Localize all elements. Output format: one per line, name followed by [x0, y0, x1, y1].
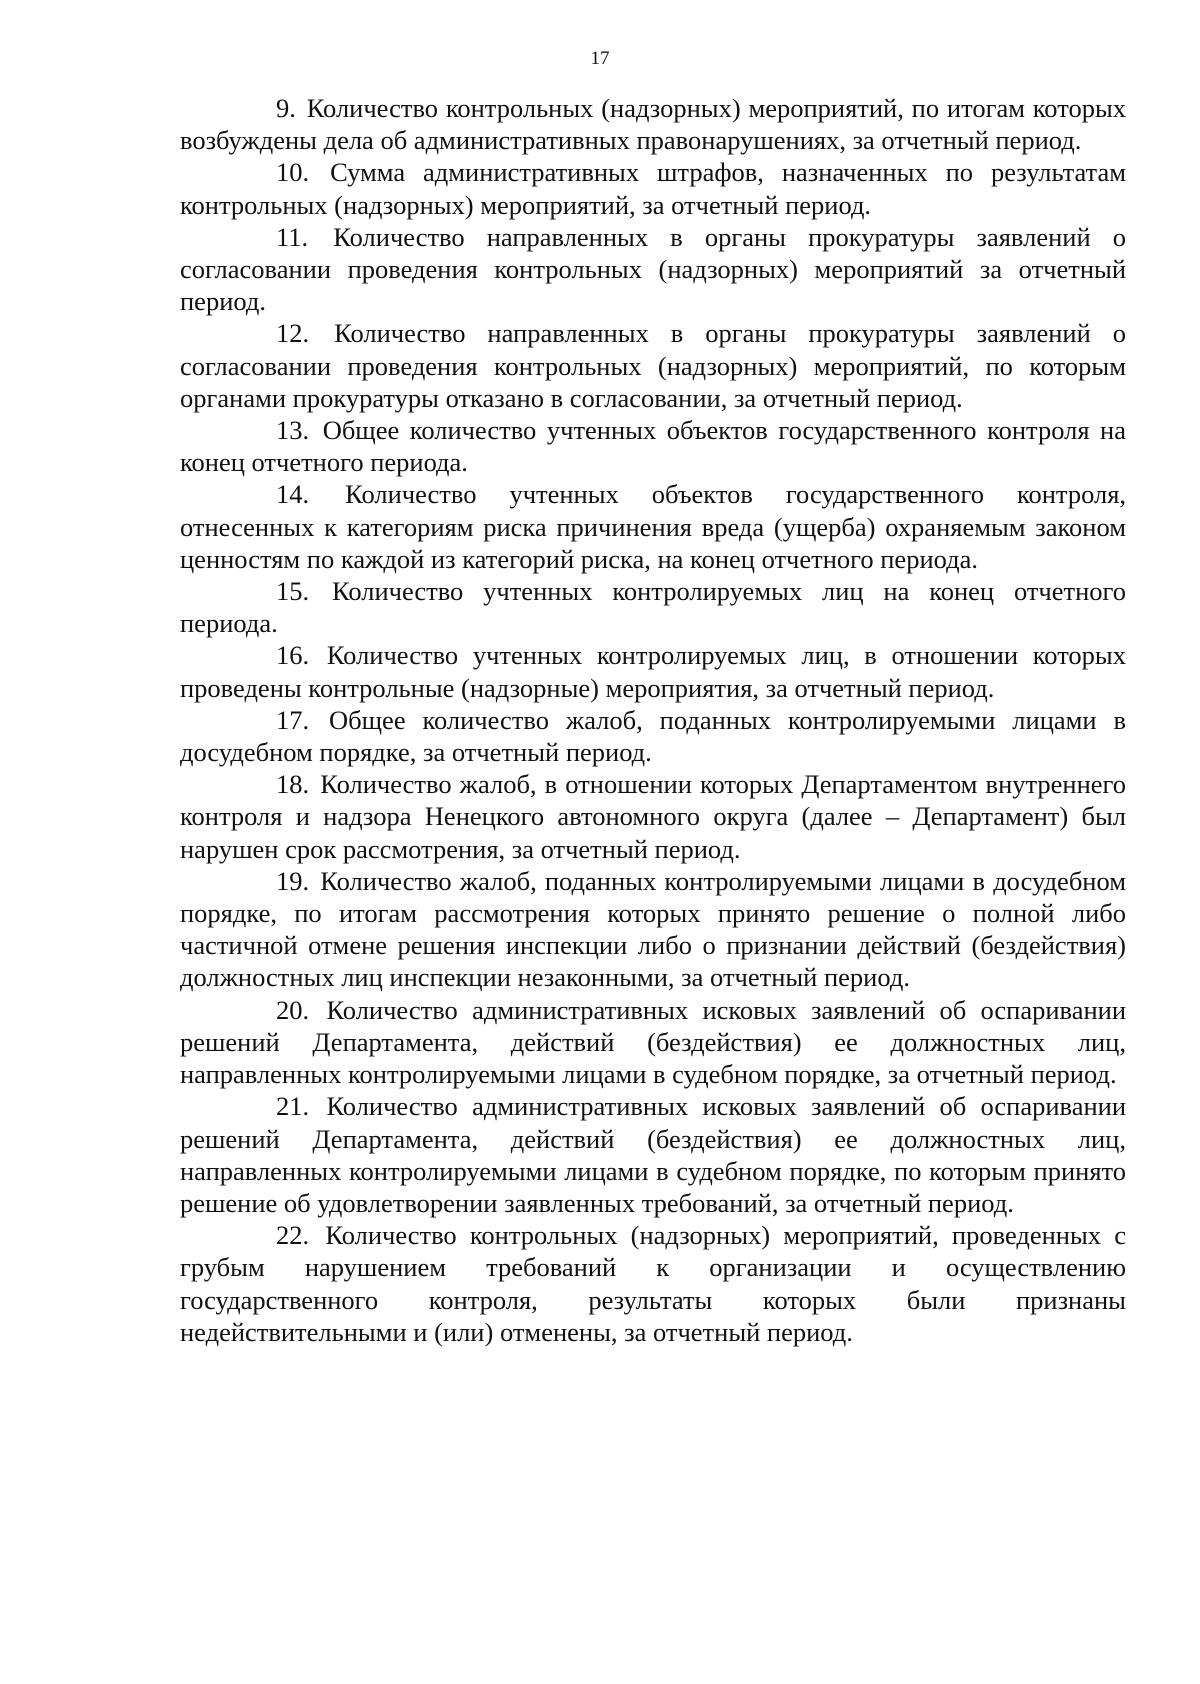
- list-item-18: [180, 768, 1126, 865]
- item-text: Общее количество учтенных объектов государственного контроля на конец отчетного периода.: [180, 415, 1127, 478]
- item-text: Количество административных исковых заявлений об оспаривании решений Департамента, действий (бездействия) ее должностных лиц, направленных контролируемыми лицами в судебном порядке, по которым принято решение об удовлетворении заявленных требований, за отчетный период.: [180, 1091, 1126, 1218]
- item-text: Количество контрольных (надзорных) мероприятий, по итогам которых возбуждены дела об административных правонарушениях, за отчетный период.: [180, 93, 1126, 156]
- list-item-9: [180, 92, 1126, 156]
- list-item-17: [180, 704, 1126, 768]
- item-number: 13.: [276, 415, 310, 446]
- list-item-12: [180, 317, 1126, 414]
- item-text: Количество учтенных контролируемых лиц на конец отчетного периода.: [180, 576, 1126, 639]
- item-number: 17.: [276, 704, 310, 735]
- list-item-22: [180, 1219, 1126, 1348]
- item-number: 9.: [276, 93, 296, 123]
- item-number: 12.: [276, 318, 310, 349]
- list-item-21: [180, 1090, 1126, 1219]
- item-text: Количество направленных в органы прокуратуры заявлений о согласовании проведения контрольных (надзорных) мероприятий за отчетный период.: [180, 221, 1126, 317]
- item-number: 10.: [276, 157, 310, 188]
- item-text: Количество административных исковых заявлений об оспаривании решений Департамента, действий (бездействия) ее должностных лиц, направленных контролируемыми лицами в судебном порядке, за отчетный период.: [180, 994, 1126, 1090]
- list-item-20: [180, 994, 1126, 1091]
- item-text: Количество жалоб, поданных контролируемыми лицами в досудебном порядке, по итогам рассмотрения которых принято решение о полной либо частичной отмене решения инспекции либо о признании действий (бездействия) должностных лиц инспекции незаконными, за отчетный период.: [180, 865, 1127, 993]
- item-text: Общее количество жалоб, поданных контролируемыми лицами в досудебном порядке, за отчетный период.: [180, 704, 1127, 768]
- item-text: Количество контрольных (надзорных) мероприятий, проведенных с грубым нарушением требований к организации и осуществлению государственного контроля, результаты которых были признаны недействительными и (или) отменены, за отчетный период.: [180, 1220, 1127, 1347]
- item-text: Сумма административных штрафов, назначенных по результатам контрольных (надзорных) мероприятий, за отчетный период.: [180, 157, 1126, 220]
- item-number: 22.: [276, 1220, 310, 1251]
- item-text: Количество направленных в органы прокуратуры заявлений о согласовании проведения контрольных (надзорных) мероприятий, по которым органами прокуратуры отказано в согласовании, за отчетный период.: [180, 318, 1126, 413]
- item-number: 20.: [276, 994, 310, 1025]
- list-item-16: [180, 639, 1126, 703]
- item-number: 14.: [276, 479, 310, 510]
- item-text: Количество учтенных объектов государственного контроля, отнесенных к категориям риска причинения вреда (ущерба) охраняемым законом ценностям по каждой из категорий риска, на конец отчетного периода.: [180, 479, 1127, 574]
- item-number: 16.: [276, 640, 310, 671]
- item-number: 18.: [276, 769, 310, 800]
- list-item-11: [180, 221, 1126, 318]
- page-number: 17: [590, 48, 610, 69]
- list-item-19: [180, 865, 1126, 994]
- list-item-10: [180, 156, 1126, 220]
- item-number: 11.: [276, 221, 309, 252]
- item-text: Количество учтенных контролируемых лиц, в отношении которых проведены контрольные (надзорные) мероприятия, за отчетный период.: [180, 640, 1126, 703]
- item-number: 15.: [276, 576, 310, 607]
- document-body: [180, 92, 1126, 1348]
- list-item-15: [180, 575, 1126, 639]
- list-item-14: [180, 478, 1126, 575]
- item-text: Количество жалоб, в отношении которых Департаментом внутреннего контроля и надзора Ненецкого автономного округа (далее – Департамент) был нарушен срок рассмотрения, за отчетный период.: [180, 769, 1127, 864]
- item-number: 19.: [276, 865, 310, 896]
- item-number: 21.: [276, 1091, 310, 1122]
- list-item-13: [180, 414, 1126, 478]
